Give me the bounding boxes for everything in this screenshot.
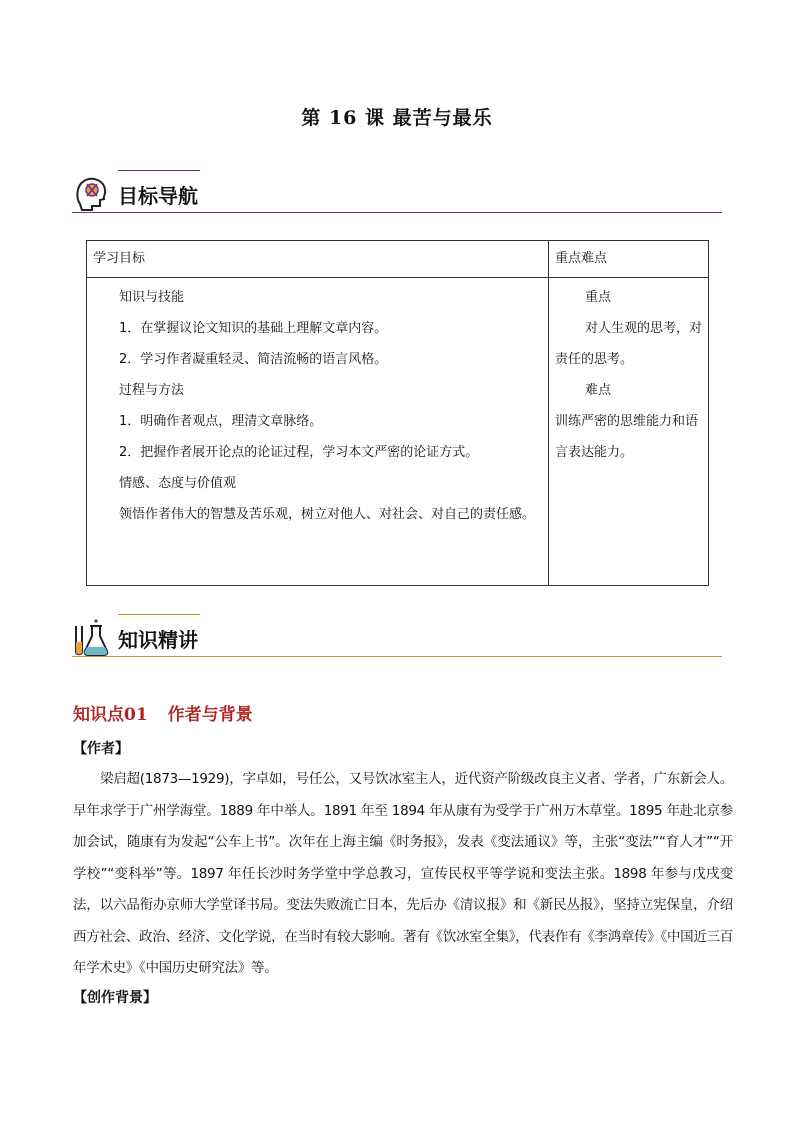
goals-heading: 目标导航	[118, 184, 198, 208]
goals-table	[86, 240, 709, 586]
knowledge-heading: 知识精讲	[118, 628, 198, 652]
goal-category: 过程与方法	[119, 383, 185, 398]
key-point-text: 对人生观的思考，对责任的思考。	[555, 321, 703, 367]
background-heading: 【创作背景】	[73, 990, 157, 1006]
difficulty-text: 训练严密的思维能力和语言表达能力。	[555, 414, 699, 460]
author-heading: 【作者】	[73, 741, 129, 757]
knowledge-point-name: 作者与背景	[167, 705, 253, 725]
header-top-rule	[118, 614, 200, 615]
header-top-rule	[118, 170, 200, 171]
header-key-points: 重点难点	[549, 241, 709, 278]
knowledge-point-label: 知识点01	[73, 705, 148, 725]
table-header-row	[87, 241, 709, 278]
knowledge-point-title	[73, 700, 253, 725]
goal-item: 2．把握作者展开论点的论证过程，学习本文严密的论证方式。	[119, 445, 479, 460]
lab-flask-icon	[72, 618, 110, 656]
page-title: 第 16 课 最苦与最乐	[301, 107, 493, 129]
knowledge-section-header	[72, 614, 722, 658]
goal-category: 情感、态度与价值观	[119, 476, 237, 491]
key-points-cell	[549, 278, 709, 586]
head-brain-icon	[72, 174, 110, 212]
header-rule	[72, 656, 722, 657]
header-learning-goals: 学习目标	[87, 241, 549, 278]
goals-section-header	[72, 170, 722, 214]
key-point-label: 重点	[585, 290, 612, 305]
author-paragraph: 梁启超(1873—1929)，字卓如，号任公，又号饮冰室主人，近代资产阶级改良主义者、学者，广东新会人。早年求学于广州学海堂。1889 年中举人。1891 年至 1894 年从康有为受学于广州万木草堂。1895 年赴北京参加会试，随康有为发起“公车上书”。次年在上海主编《时务报》，发表《变法通议》等，主张“变法”“育人才”“开学校”“变科举”等。1897 年任长沙时务学堂中学总教习，宣传民权平等学说和变法主张。1898 年参与戊戌变法，以六品衔办京师大学堂译书局。变法失败流亡日本，先后办《清议报》和《新民丛报》，坚持立宪保皇，介绍西方社会、政治、经济、文化学说，在当时有较大影响。著有《饮冰室全集》，代表作有《李鸿章传》《中国近三百年学术史》《中国历史研究法》等。	[73, 771, 733, 976]
difficulty-label: 难点	[585, 383, 612, 398]
goal-item: 领悟作者伟大的智慧及苦乐观，树立对他人、对社会、对自己的责任感。	[119, 507, 536, 522]
goal-item: 2．学习作者凝重轻灵、简洁流畅的语言风格。	[119, 352, 388, 367]
goal-item: 1．明确作者观点，理清文章脉络。	[119, 414, 323, 429]
table-body-row	[87, 278, 709, 586]
header-rule	[72, 212, 722, 213]
goal-item: 1．在掌握议论文知识的基础上理解文章内容。	[119, 321, 388, 336]
goals-cell	[87, 278, 549, 586]
goal-category: 知识与技能	[119, 290, 185, 305]
